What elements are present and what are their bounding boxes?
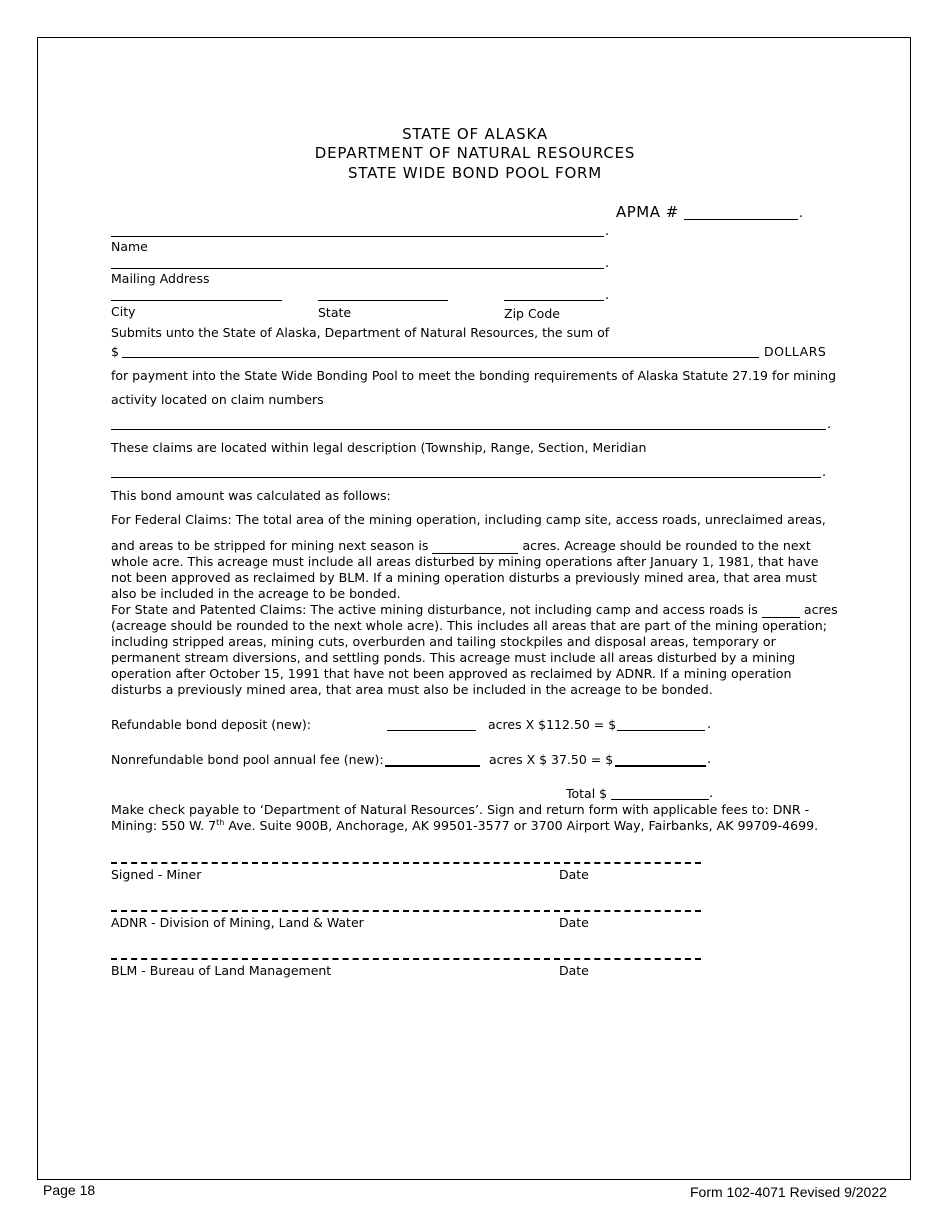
mailing-address-input-line[interactable] <box>111 268 604 269</box>
total-label: Total $ <box>566 786 608 801</box>
activity-text: activity located on claim numbers <box>111 392 324 407</box>
apma-label: APMA # <box>616 203 679 221</box>
header-state: STATE OF ALASKA <box>402 125 548 143</box>
dollars-label: DOLLARS <box>764 344 827 359</box>
city-input-line[interactable] <box>111 300 282 301</box>
nonrefundable-acres-input-line[interactable] <box>385 765 480 767</box>
header-form-title: STATE WIDE BOND POOL FORM <box>347 164 603 182</box>
nonrefundable-amount-input-line[interactable] <box>615 765 706 767</box>
name-input-line[interactable] <box>111 236 604 237</box>
check-instructions-line2: Mining: 550 W. 7th Ave. Suite 900B, Anchorage, AK 99501-3577 or 3700 Airport Way, Fairbanks, AK 99709-4699. <box>111 818 819 834</box>
refundable-rate: acres X $112.50 = $ <box>488 717 617 732</box>
claim-numbers-input-line[interactable] <box>111 429 826 430</box>
blm-date-label: Date <box>559 963 589 978</box>
zip-input-line[interactable] <box>504 300 604 301</box>
nonrefundable-label: Nonrefundable bond pool annual fee (new): <box>111 752 384 767</box>
check-instructions-line1: Make check payable to ‘Department of Natural Resources’. Sign and return form with applicable fees to: DNR - <box>111 802 810 817</box>
zip-label: Zip Code <box>504 306 560 321</box>
state-claims-rest: (acreage should be rounded to the next whole acre). This includes all areas that are part of the mining operation; including stripped areas, mining cuts, overburden and tailing stockpiles and disposal areas, temporary or permanent stream diversions, and settling ponds. This acreage must include all areas disturbed by a mining operation after October 15, 1991 that have not been approved as reclaimed by ADNR. If a mining operation disturbs a previously mined area, that area must also be included in the acreage to be bonded. <box>111 618 827 697</box>
refundable-acres-input-line[interactable] <box>387 730 476 731</box>
apma-period: . <box>799 206 804 221</box>
state-claims-line1: For State and Patented Claims: The active mining disturbance, not including camp and access roads is acres <box>111 602 838 617</box>
form-number: Form 102-4071 Revised 9/2022 <box>690 1184 887 1200</box>
federal-acres-input-line[interactable] <box>432 538 518 554</box>
federal-claims-heading: For Federal Claims: <box>111 512 232 527</box>
dollar-amount-input-line[interactable] <box>122 357 759 358</box>
state-label: State <box>318 305 352 320</box>
payment-text: for payment into the State Wide Bonding Pool to meet the bonding requirements of Alaska Statute 27.19 for mining <box>111 368 837 383</box>
city-label: City <box>111 304 136 319</box>
name-label: Name <box>111 239 148 254</box>
refundable-label: Refundable bond deposit (new): <box>111 717 312 732</box>
federal-claims-rest: whole acre. This acreage must include all areas disturbed by mining operations after January 1, 1981, that have not been approved as reclaimed by BLM. If a mining operation disturbs a previously mined area, that area must also be included in the acreage to be bonded. <box>111 554 819 601</box>
state-acres-input-line[interactable] <box>762 602 800 618</box>
adnr-signature-label: ADNR - Division of Mining, Land & Water <box>111 915 364 930</box>
federal-claims-line2: and areas to be stripped for mining next season is acres. Acreage should be rounded to the next <box>111 538 811 553</box>
nonrefundable-rate: acres X $ 37.50 = $ <box>489 752 614 767</box>
miner-signature-label: Signed - Miner <box>111 867 202 882</box>
refundable-amount-input-line[interactable] <box>617 730 705 731</box>
adnr-date-label: Date <box>559 915 589 930</box>
state-input-line[interactable] <box>318 300 448 301</box>
total-amount-input-line[interactable] <box>611 799 709 800</box>
dollar-sign: $ <box>111 344 119 359</box>
blm-signature-label: BLM - Bureau of Land Management <box>111 963 332 978</box>
legal-description-text: These claims are located within legal description (Township, Range, Section, Meridian <box>111 440 647 455</box>
mailing-address-label: Mailing Address <box>111 271 210 286</box>
blm-signature-line[interactable] <box>111 958 701 960</box>
legal-description-input-line[interactable] <box>111 477 821 478</box>
apma-input-line[interactable] <box>684 219 798 220</box>
federal-claims-line1: For Federal Claims: The total area of the mining operation, including camp site, access roads, unreclaimed areas, <box>111 512 826 527</box>
miner-signature-line[interactable] <box>111 862 701 864</box>
page-number: Page 18 <box>43 1182 96 1198</box>
header-department: DEPARTMENT OF NATURAL RESOURCES <box>314 144 636 162</box>
submits-text: Submits unto the State of Alaska, Department of Natural Resources, the sum of <box>111 325 610 340</box>
calc-text: This bond amount was calculated as follows: <box>111 488 391 503</box>
miner-date-label: Date <box>559 867 589 882</box>
state-claims-heading: For State and Patented Claims: <box>111 602 307 617</box>
adnr-signature-line[interactable] <box>111 910 701 912</box>
